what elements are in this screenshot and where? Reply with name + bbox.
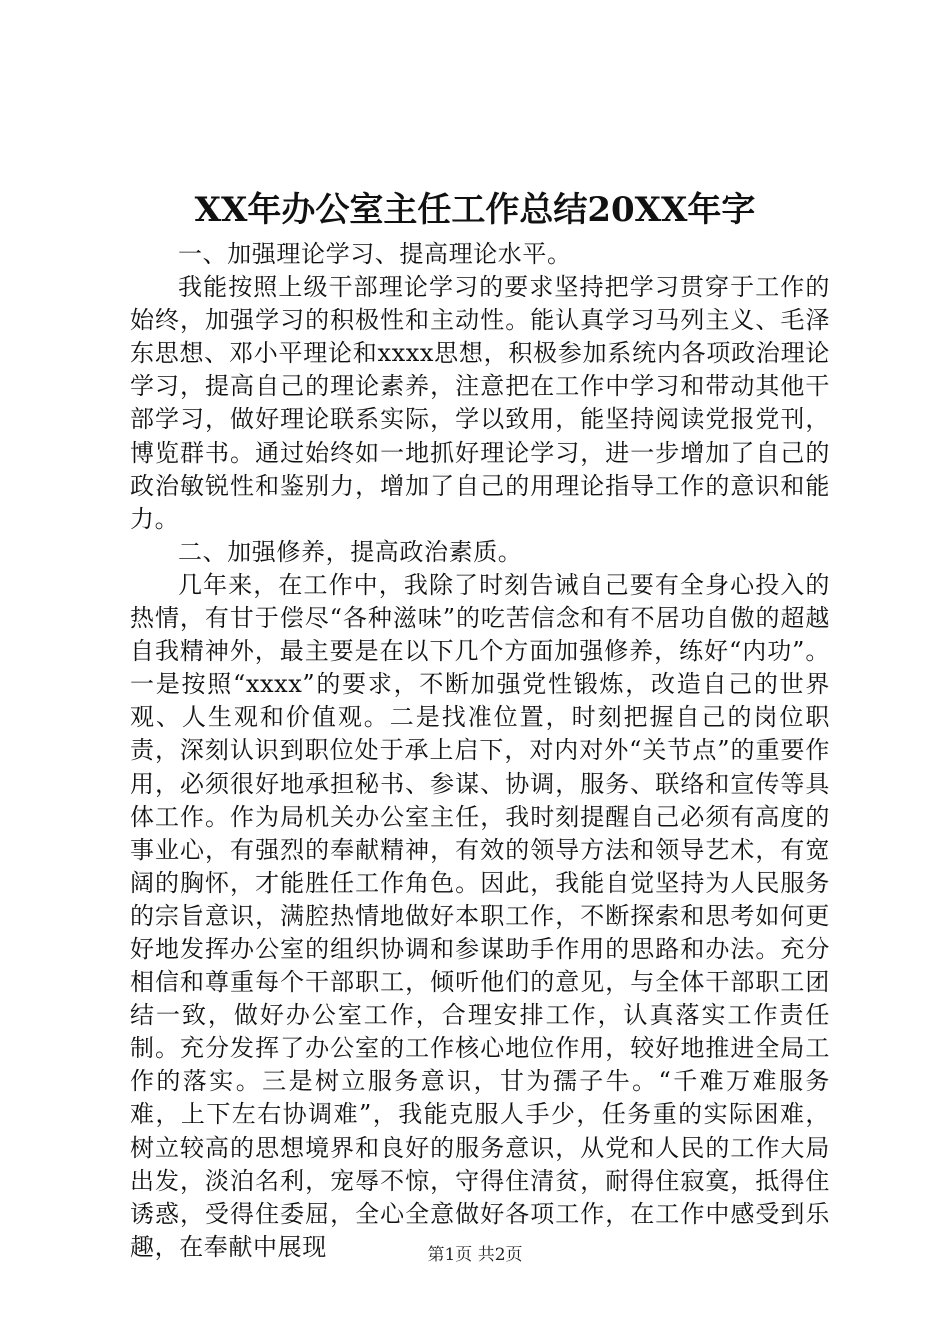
page-number-footer: 第1页 共2页 <box>427 1245 523 1265</box>
section-heading-1: 一、加强理论学习、提高理论水平。 <box>178 240 572 268</box>
document-title: XX年办公室主任工作总结20XX年字 <box>194 190 756 230</box>
document-body <box>130 238 830 1264</box>
body-paragraph-1: 我能按照上级干部理论学习的要求坚持把学习贯穿于工作的始终，加强学习的积极性和主动性。能认真学习马列主义、毛泽东思想、邓小平理论和xxxx思想，积极参加系统内各项政治理论学习，提高自己的理论素养，注意把在工作中学习和带动其他干部学习，做好理论联系实际，学以致用，能坚持阅读党报党刊，博览群书。通过始终如一地抓好理论学习，进一步增加了自己的政治敏锐性和鉴别力，增加了自己的用理论指导工作的意识和能力。 <box>130 273 830 533</box>
body-paragraph-2: 几年来，在工作中，我除了时刻告诫自己要有全身心投入的热情，有甘于偿尽“各种滋味”的吃苦信念和有不居功自傲的超越自我精神外，最主要是在以下几个方面加强修养，练好“内功”。一是按照“xxxx”的要求，不断加强党性锻炼，改造自己的世界观、人生观和价值观。二是找准位置，时刻把握自己的岗位职责，深刻认识到职位处于承上启下，对内对外“关节点”的重要作用，必须很好地承担秘书、参谋、协调，服务、联络和宣传等具体工作。作为局机关办公室主任，我时刻提醒自己必须有高度的事业心，有强烈的奉献精神，有效的领导方法和领导艺术，有宽阔的胸怀，才能胜任工作角色。因此，我能自觉坚持为人民服务的宗旨意识，满腔热情地做好本职工作，不断探索和思考如何更好地发挥办公室的组织协调和参谋助手作用的思路和办法。充分相信和尊重每个干部职工，倾听他们的意见，与全体干部职工团结一致，做好办公室工作，合理安排工作，认真落实工作责任制。充分发挥了办公室的工作核心地位作用，较好地推进全局工作的落实。三是树立服务意识，甘为孺子牛。“千难万难服务难，上下左右协调难”，我能克服人手少，任务重的实际困难，树立较高的思想境界和良好的服务意识，从党和人民的工作大局出发，淡泊名利，宠辱不惊，守得住清贫，耐得住寂寞，抵得住诱惑，受得住委屈，全心全意做好各项工作，在工作中感受到乐趣，在奉献中展现 <box>130 570 830 1261</box>
section-heading-2: 二、加强修养，提高政治素质。 <box>178 537 523 566</box>
